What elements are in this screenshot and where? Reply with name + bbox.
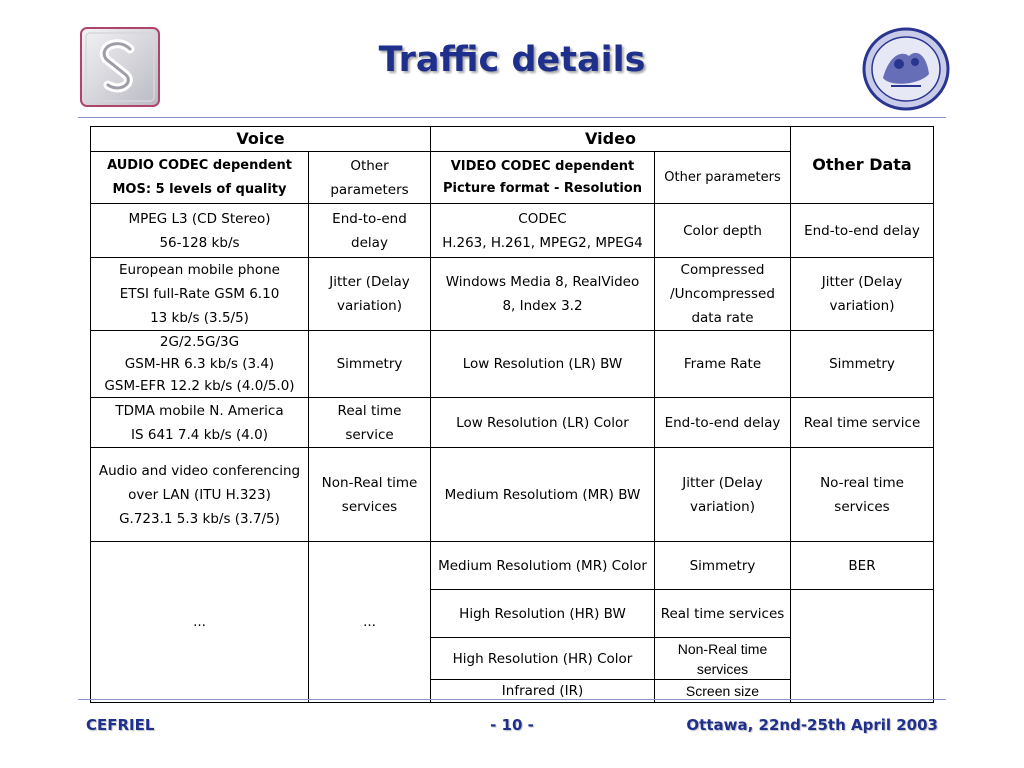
video-other-header: Other parameters (655, 152, 791, 204)
video-codec-cell (431, 258, 655, 331)
cell-line: Simmetry (336, 356, 403, 372)
voice-codec-cell (91, 331, 309, 398)
footer-event-date: Ottawa, 22nd-25th April 2003 (686, 716, 938, 734)
cell-line: 13 kb/s (3.5/5) (150, 310, 249, 326)
cell-line: H.263, H.261, MPEG2, MPEG4 (442, 234, 643, 251)
video-codec-cell (431, 448, 655, 542)
video-other-cell: Simmetry (655, 542, 791, 590)
cell-line: Jitter (Delay (821, 274, 903, 290)
voice-other-cell (309, 258, 431, 331)
traffic-table (90, 126, 934, 703)
video-codec-header (431, 152, 655, 204)
header-row (91, 127, 934, 152)
other-data-cell (791, 204, 934, 258)
cell-line: services (696, 660, 749, 677)
cell-line: services (341, 498, 398, 515)
table-row (91, 398, 934, 448)
voice-other-header-line1: Other (350, 157, 389, 174)
cell-line: Jitter (Delay (329, 274, 410, 290)
video-other-cell (655, 398, 791, 448)
footer-divider (78, 699, 946, 700)
header-divider (78, 117, 946, 118)
page-number: - 10 - (490, 716, 534, 734)
cell-line: variation) (690, 498, 755, 515)
cell-line: Low Resolution (LR) Color (456, 414, 629, 431)
other-data-cell (791, 258, 934, 331)
video-other-cell: Real time services (655, 590, 791, 638)
video-codec-cell: High Resolution (HR) Color (431, 638, 655, 680)
table-row (91, 331, 934, 398)
voice-codec-cell (91, 204, 309, 258)
other-data-header: Other Data (791, 127, 934, 204)
cell-line: End-to-end delay (664, 414, 781, 431)
cell-line: 8, Index 3.2 (502, 298, 583, 314)
cell-line: delay (351, 234, 388, 251)
cell-line: Non-Real time (677, 640, 768, 657)
other-data-cell (791, 448, 934, 542)
cell-line: End-to-end (332, 210, 407, 227)
cell-line: Frame Rate (683, 356, 762, 372)
cell-line: Medium Resolutiom (MR) BW (444, 486, 641, 503)
other-data-cell (791, 331, 934, 398)
video-other-cell (655, 204, 791, 258)
cell-line: Color depth (683, 222, 762, 239)
cell-line: Simmetry (829, 356, 895, 372)
cell-line: Real time service (803, 414, 921, 431)
cell-line: Jitter (Delay (682, 474, 763, 491)
cell-line: IS 641 7.4 kb/s (4.0) (131, 426, 268, 443)
video-other-cell (655, 331, 791, 398)
cell-line: G.723.1 5.3 kb/s (3.7/5) (119, 510, 280, 527)
cell-line: CODEC (518, 210, 567, 227)
politecnico-milano-seal (861, 26, 951, 112)
cell-line: data rate (691, 310, 754, 326)
cell-line: Windows Media 8, RealVideo (445, 274, 640, 290)
cell-line: Audio and video conferencing (98, 462, 301, 479)
cell-line: ETSI full-Rate GSM 6.10 (119, 286, 280, 302)
footer-organization: CEFRIEL (86, 716, 155, 734)
video-codec-cell (431, 331, 655, 398)
cell-line: MPEG L3 (CD Stereo) (128, 210, 271, 227)
voice-other-cell (309, 448, 431, 542)
video-codec-cell: Medium Resolutiom (MR) Color (431, 542, 655, 590)
table-row (91, 448, 934, 542)
cell-line: GSM-HR 6.3 kb/s (3.4) (124, 356, 275, 372)
cell-line: 56-128 kb/s (159, 234, 240, 251)
other-data-cell (791, 398, 934, 448)
video-other-cell: Screen size (655, 680, 791, 703)
voice-header: Voice (91, 127, 431, 152)
cell-line: Non-Real time (321, 474, 418, 491)
cell-line: Low Resolution (LR) BW (462, 356, 623, 372)
video-other-cell (655, 448, 791, 542)
cell-line: 2G/2.5G/3G (159, 334, 240, 350)
other-data-empty-cell (791, 590, 934, 703)
video-codec-cell (431, 204, 655, 258)
other-data-cell: BER (791, 542, 934, 590)
cell-line: End-to-end delay (804, 222, 920, 239)
cell-line: over LAN (ITU H.323) (128, 486, 271, 503)
voice-other-cell (309, 331, 431, 398)
video-other-cell (655, 638, 791, 680)
video-codec-cell: Infrared (IR) (431, 680, 655, 703)
cell-line: variation) (337, 298, 402, 314)
cell-line: No-real time (820, 474, 904, 491)
voice-other-cell (309, 398, 431, 448)
cell-line: /Uncompressed (670, 286, 775, 302)
voice-other-header-line2: parameters (330, 181, 409, 198)
slide-title: Traffic details (378, 40, 646, 80)
voice-codec-cell (91, 398, 309, 448)
voice-codec-cell (91, 258, 309, 331)
video-other-cell (655, 258, 791, 331)
video-codec-cell: High Resolution (HR) BW (431, 590, 655, 638)
table-row (91, 258, 934, 331)
cell-line: TDMA mobile N. America (115, 402, 284, 419)
video-codec-header-line2: Picture format - Resolution (443, 180, 642, 196)
cell-line: Real time (337, 402, 402, 419)
cell-line: variation) (829, 298, 895, 314)
audio-codec-header (91, 152, 309, 204)
voice-codec-ellipsis: ... (91, 542, 309, 703)
voice-other-cell (309, 204, 431, 258)
video-header: Video (431, 127, 791, 152)
cell-line: European mobile phone (119, 262, 280, 278)
voice-other-header (309, 152, 431, 204)
cell-line: GSM-EFR 12.2 kb/s (4.0/5.0) (104, 378, 295, 394)
video-codec-header-line1: VIDEO CODEC dependent (450, 158, 635, 174)
cell-line: Compressed (680, 262, 765, 278)
cell-line: services (834, 498, 890, 515)
audio-codec-header-line2: MOS: 5 levels of quality (112, 181, 287, 197)
voice-codec-cell (91, 448, 309, 542)
table-row (91, 204, 934, 258)
audio-codec-header-line1: AUDIO CODEC dependent (107, 157, 292, 173)
voice-other-ellipsis: ... (309, 542, 431, 703)
cell-line: service (345, 426, 394, 443)
table-row (91, 542, 934, 590)
video-codec-cell (431, 398, 655, 448)
